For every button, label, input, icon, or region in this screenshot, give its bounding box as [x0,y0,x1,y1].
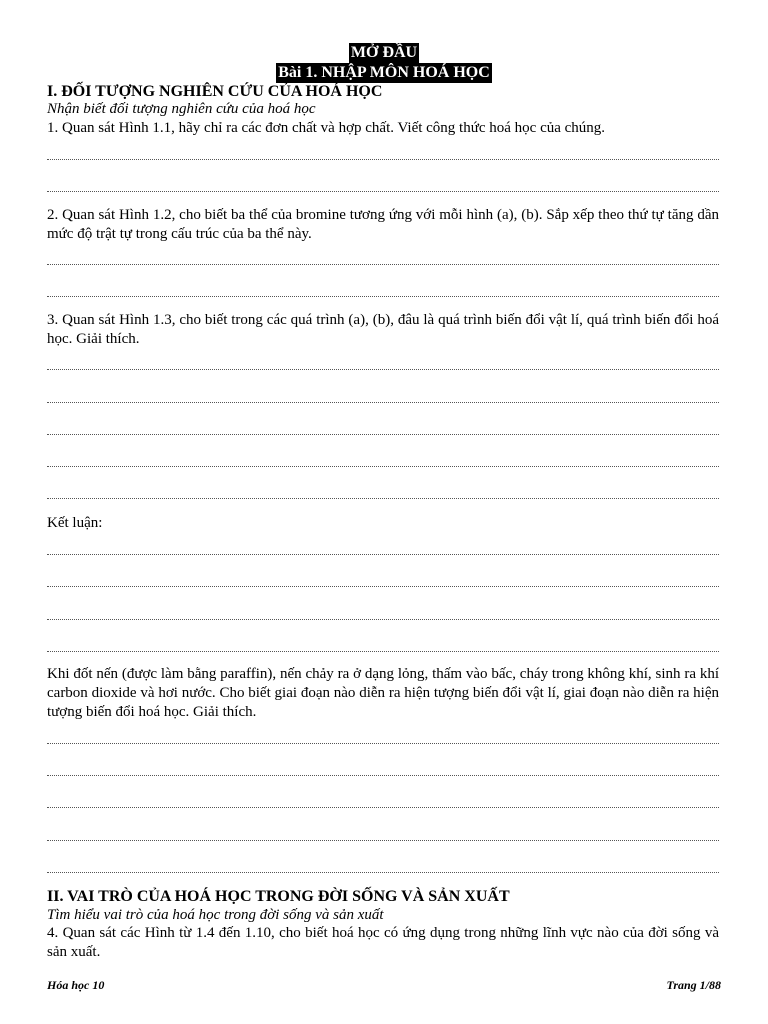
answer-line[interactable] [47,191,719,192]
conclusion-label: Kết luận: [47,515,103,531]
question-3: 3. Quan sát Hình 1.3, cho biết trong các quá trình (a), (b), đâu là quá trình biến đổi vật lí, quá trình biến đổi hoá học. Giải thích. [47,312,719,347]
section1-heading: I. ĐỐI TƯỢNG NGHIÊN CỨU CỦA HOÁ HỌC [47,83,383,100]
answer-line[interactable] [47,264,719,265]
answer-line[interactable] [47,402,719,403]
answer-line[interactable] [47,434,719,435]
answer-line[interactable] [47,872,719,873]
answer-line[interactable] [47,498,719,499]
chapter-title: MỞ ĐẦU [350,44,418,61]
section1-subtitle: Nhận biết đối tượng nghiên cứu của hoá học [47,101,316,117]
answer-line[interactable] [47,466,719,467]
answer-line[interactable] [47,807,719,808]
answer-line[interactable] [47,296,719,297]
question-1: 1. Quan sát Hình 1.1, hãy chỉ ra các đơn chất và hợp chất. Viết công thức hoá học của chúng. [47,120,606,136]
question-2: 2. Quan sát Hình 1.2, cho biết ba thể của bromine tương ứng với mỗi hình (a), (b). Sắp xếp theo thứ tự tăng dần mức độ trật tự trong cấu trúc của ba thể này. [47,207,719,242]
footer-subject: Hóa học 10 [47,978,105,992]
answer-line[interactable] [47,743,719,744]
answer-line[interactable] [47,586,719,587]
title-block [0,43,768,83]
answer-line[interactable] [47,840,719,841]
question-4: 4. Quan sát các Hình từ 1.4 đến 1.10, cho biết hoá học có ứng dụng trong những lĩnh vực nào của đời sống và sản xuất. [47,925,719,960]
candle-question: Khi đốt nến (được làm bằng paraffin), nến chảy ra ở dạng lỏng, thấm vào bấc, cháy trong không khí, sinh ra khí carbon dioxide và hơi nước. Cho biết giai đoạn nào diễn ra hiện tượng biến đổi vật lí, giai đoạn nào diễn ra hiện tượng biến đổi hoá học. Giải thích. [47,666,719,720]
answer-line[interactable] [47,554,719,555]
answer-line[interactable] [47,369,719,370]
answer-line[interactable] [47,159,719,160]
footer-page-number: Trang 1/88 [666,978,721,992]
lesson-title: Bài 1. NHẬP MÔN HOÁ HỌC [278,64,490,81]
answer-line[interactable] [47,775,719,776]
section2-heading: II. VAI TRÒ CỦA HOÁ HỌC TRONG ĐỜI SỐNG VÀ SẢN XUẤT [47,888,510,905]
answer-line[interactable] [47,651,719,652]
section2-subtitle: Tìm hiểu vai trò của hoá học trong đời sống và sản xuất [47,907,384,923]
answer-line[interactable] [47,619,719,620]
